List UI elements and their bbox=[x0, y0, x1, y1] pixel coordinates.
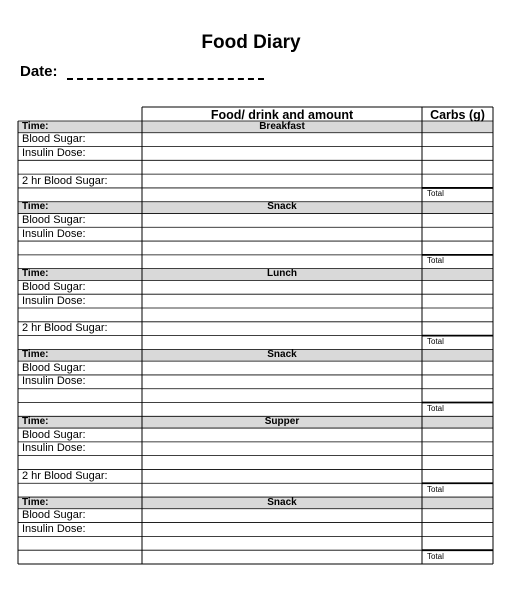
page-title: Food Diary bbox=[201, 32, 301, 53]
row-label: 2 hr Blood Sugar: bbox=[22, 174, 108, 187]
row-label: Insulin Dose: bbox=[22, 375, 86, 388]
time-label: Time: bbox=[22, 496, 49, 508]
total-label: Total bbox=[427, 256, 444, 266]
total-label: Total bbox=[427, 337, 444, 347]
row-label: Blood Sugar: bbox=[22, 280, 86, 293]
time-label: Time: bbox=[22, 268, 49, 280]
meal-label: Supper bbox=[264, 415, 300, 427]
row-label: Insulin Dose: bbox=[22, 523, 86, 536]
row-label: 2 hr Blood Sugar: bbox=[22, 322, 108, 335]
row-label: Blood Sugar: bbox=[22, 133, 86, 146]
time-label: Time: bbox=[22, 201, 49, 213]
time-label: Time: bbox=[22, 415, 49, 427]
row-label: Blood Sugar: bbox=[22, 361, 86, 374]
row-label: Insulin Dose: bbox=[22, 147, 86, 160]
total-label: Total bbox=[427, 484, 444, 494]
meal-label: Snack bbox=[267, 496, 297, 508]
meal-label: Lunch bbox=[267, 268, 297, 280]
row-label: Insulin Dose: bbox=[22, 227, 86, 240]
time-label: Time: bbox=[22, 120, 49, 132]
row-label: 2 hr Blood Sugar: bbox=[22, 469, 108, 482]
row-label: Blood Sugar: bbox=[22, 213, 86, 226]
row-label: Blood Sugar: bbox=[22, 509, 86, 522]
food-column-header: Food/ drink and amount bbox=[210, 107, 354, 122]
meal-label: Snack bbox=[267, 201, 297, 213]
row-label: Blood Sugar: bbox=[22, 428, 86, 441]
row-label: Insulin Dose: bbox=[22, 294, 86, 307]
time-label: Time: bbox=[22, 348, 49, 360]
row-label: Insulin Dose: bbox=[22, 442, 86, 455]
total-label: Total bbox=[427, 189, 444, 199]
total-label: Total bbox=[427, 404, 444, 414]
meal-label: Breakfast bbox=[259, 120, 305, 132]
total-label: Total bbox=[427, 551, 444, 561]
meal-label: Snack bbox=[267, 348, 297, 360]
date-label: Date: bbox=[20, 63, 58, 80]
carbs-column-header: Carbs (g) bbox=[430, 107, 485, 122]
